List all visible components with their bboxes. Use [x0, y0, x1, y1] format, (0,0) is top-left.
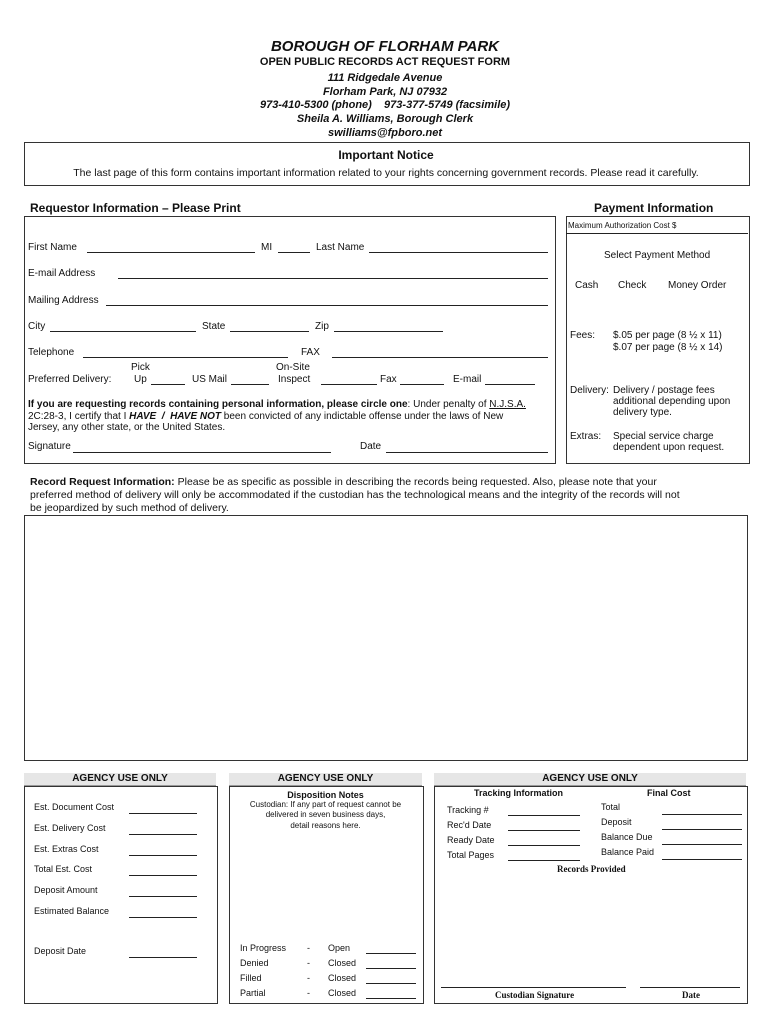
delivery-line2: additional depending upon — [613, 396, 731, 407]
final-cost-label: Deposit — [601, 817, 632, 827]
state-label: State — [202, 321, 226, 332]
status-field[interactable] — [366, 953, 416, 954]
last-name-label: Last Name — [316, 242, 365, 253]
record-request-textarea[interactable] — [24, 515, 748, 761]
certify-line3: Jersey, any other state, or the United States. — [28, 422, 226, 433]
record-request-text1: Please be as specific as possible in describing the records being requested. Also, please note that your — [174, 476, 657, 488]
first-name-label: First Name — [28, 242, 77, 253]
status-right-label: Closed — [328, 958, 357, 968]
status-field[interactable] — [366, 983, 416, 984]
agency-cost-label: Deposit Date — [34, 946, 87, 956]
tracking-field[interactable] — [508, 830, 580, 831]
status-right-label: Closed — [328, 973, 357, 983]
record-request-line2: preferred method of delivery will only be accommodated if the custodian has the technological means and the integrity of the records will not — [30, 489, 680, 501]
address-line1: 111 Ridgedale Avenue — [327, 72, 443, 84]
records-provided-label: Records Provided — [557, 864, 626, 874]
preferred-delivery-label: Preferred Delivery: — [28, 374, 112, 385]
custodian-signature-field[interactable] — [441, 987, 626, 988]
disposition-notes-title: Disposition Notes — [287, 790, 364, 800]
payment-heading: Payment Information — [594, 201, 714, 215]
disposition-notes-line1: Custodian: If any part of request cannot be — [249, 800, 402, 809]
fax-label: FAX — [301, 347, 320, 358]
notice-title: Important Notice — [338, 148, 434, 162]
inspect-label: Inspect — [278, 374, 311, 385]
requestor-heading: Requestor Information – Please Print — [30, 201, 241, 215]
mi-label: MI — [261, 242, 273, 253]
state-field[interactable] — [230, 331, 309, 332]
agency-cost-field[interactable] — [129, 917, 197, 918]
status-dash: - — [307, 943, 310, 953]
agency-cost-field[interactable] — [129, 957, 197, 958]
final-cost-field[interactable] — [662, 829, 742, 830]
email-option-field[interactable] — [485, 384, 535, 385]
status-dash: - — [307, 973, 310, 983]
last-name-field[interactable] — [369, 252, 548, 253]
tracking-label: Total Pages — [447, 850, 495, 860]
record-request-line3: be jeopardized by such method of delivery. — [30, 502, 229, 514]
telephone-label: Telephone — [28, 347, 75, 358]
fax-option-field[interactable] — [400, 384, 444, 385]
pickup-field[interactable] — [151, 384, 185, 385]
have-have-not-option[interactable]: HAVE / HAVE NOT — [129, 411, 222, 422]
status-dash: - — [307, 958, 310, 968]
signature-label: Signature — [28, 441, 71, 452]
agency-cost-label: Estimated Balance — [34, 906, 110, 916]
final-cost-field[interactable] — [662, 844, 742, 845]
max-auth-cost-field[interactable] — [566, 233, 748, 234]
final-cost-title: Final Cost — [647, 788, 691, 798]
status-left-label: Partial — [240, 988, 266, 998]
date-field[interactable] — [386, 452, 548, 453]
pick-label: Pick — [131, 362, 150, 373]
inspect-field[interactable] — [321, 384, 377, 385]
tracking-field[interactable] — [508, 860, 580, 861]
extras-label: Extras: — [570, 431, 602, 442]
disposition-notes-line2: delivered in seven business days, — [265, 810, 386, 819]
notice-text: The last page of this form contains important information related to your rights concerning government records. Please read it carefully. — [73, 167, 699, 179]
custodian-date-field[interactable] — [640, 987, 740, 988]
agency-heading-tracking: AGENCY USE ONLY — [434, 773, 746, 786]
first-name-field[interactable] — [87, 252, 255, 253]
fee-letter: $.05 per page (8 ½ x 11) — [613, 330, 722, 341]
delivery-label: Delivery: — [570, 385, 609, 396]
statute-link: N.J.S.A. — [489, 399, 526, 410]
delivery-line3: delivery type. — [613, 407, 672, 418]
personal-info-bold: If you are requesting records containing personal information, please circle one — [28, 399, 408, 410]
agency-cost-label: Est. Document Cost — [34, 802, 115, 812]
record-request-heading: Record Request Information: — [30, 476, 175, 488]
status-right-label: Closed — [328, 988, 357, 998]
extras-line1: Special service charge — [613, 431, 714, 442]
clerk-line: Sheila A. Williams, Borough Clerk — [296, 113, 474, 125]
certify-line2 — [28, 411, 548, 422]
personal-info-line1 — [28, 399, 548, 410]
payment-money-order-option[interactable]: Money Order — [668, 280, 727, 291]
us-mail-field[interactable] — [231, 384, 269, 385]
custodian-signature-label: Custodian Signature — [495, 990, 575, 1000]
mailing-address-field[interactable] — [106, 305, 548, 306]
zip-label: Zip — [315, 321, 329, 332]
max-auth-cost-label: Maximum Authorization Cost $ — [568, 221, 677, 230]
email-option-label: E-mail — [453, 374, 482, 385]
fax-field[interactable] — [332, 357, 548, 358]
status-left-label: In Progress — [240, 943, 287, 953]
agency-heading-disposition: AGENCY USE ONLY — [229, 773, 422, 786]
delivery-line1: Delivery / postage fees — [613, 385, 715, 396]
email-label: E-mail Address — [28, 268, 96, 279]
status-left-label: Denied — [240, 958, 269, 968]
zip-field[interactable] — [334, 331, 443, 332]
status-right-label: Open — [328, 943, 351, 953]
final-cost-label: Total — [601, 802, 621, 812]
tracking-info-title: Tracking Information — [474, 788, 564, 798]
telephone-field[interactable] — [83, 357, 288, 358]
fee-legal: $.07 per page (8 ½ x 14) — [613, 342, 723, 353]
payment-check-option[interactable]: Check — [618, 280, 647, 291]
final-cost-field[interactable] — [662, 859, 742, 860]
us-mail-label: US Mail — [192, 374, 228, 385]
onsite-label: On-Site — [276, 362, 310, 373]
tracking-label: Rec'd Date — [447, 820, 492, 830]
certify-text-a: 2C:28-3, I certify that I — [28, 411, 130, 422]
agency-cost-label: Deposit Amount — [34, 885, 98, 895]
status-field[interactable] — [366, 968, 416, 969]
agency-cost-label: Total Est. Cost — [34, 864, 93, 874]
city-label: City — [28, 321, 46, 332]
payment-cash-option[interactable]: Cash — [575, 280, 599, 291]
mi-field[interactable] — [278, 252, 310, 253]
pickup-up-label: Up — [134, 374, 147, 385]
email-line: swilliams@fpboro.net — [327, 127, 443, 139]
agency-cost-field[interactable] — [129, 855, 197, 856]
custodian-date-label: Date — [682, 990, 700, 1000]
fees-label: Fees: — [570, 330, 596, 341]
disposition-notes-line3: detail reasons here. — [290, 821, 361, 830]
agency-costs-box — [24, 786, 218, 1004]
agency-heading-costs: AGENCY USE ONLY — [24, 773, 216, 786]
address-line2: Florham Park, NJ 07932 — [322, 86, 448, 98]
mailing-address-label: Mailing Address — [28, 295, 99, 306]
tracking-field[interactable] — [508, 815, 580, 816]
agency-cost-field[interactable] — [129, 875, 197, 876]
agency-tracking-box — [434, 786, 748, 1004]
certify-text-b: been convicted of any indictable offense under the laws of New — [221, 411, 504, 422]
city-field[interactable] — [50, 331, 196, 332]
status-dash: - — [307, 988, 310, 998]
extras-line2: dependent upon request. — [613, 442, 725, 453]
agency-cost-label: Est. Delivery Cost — [34, 823, 106, 833]
fax-option-label: Fax — [380, 374, 397, 385]
personal-info-rest: : Under penalty of — [407, 399, 490, 410]
signature-field[interactable] — [73, 452, 331, 453]
agency-cost-field[interactable] — [129, 813, 197, 814]
phone-line: 973-410-5300 (phone) 973-377-5749 (facsimile) — [259, 99, 511, 111]
form-title: OPEN PUBLIC RECORDS ACT REQUEST FORM — [259, 56, 511, 68]
final-cost-label: Balance Paid — [601, 847, 655, 857]
tracking-field[interactable] — [508, 845, 580, 846]
agency-cost-label: Est. Extras Cost — [34, 844, 99, 854]
status-left-label: Filled — [240, 973, 262, 983]
final-cost-field[interactable] — [662, 814, 742, 815]
page-title: BOROUGH OF FLORHAM PARK — [270, 38, 500, 55]
tracking-label: Ready Date — [447, 835, 495, 845]
agency-cost-field[interactable] — [129, 834, 197, 835]
final-cost-label: Balance Due — [601, 832, 653, 842]
email-field[interactable] — [118, 278, 548, 279]
select-payment-label: Select Payment Method — [604, 250, 711, 261]
date-label: Date — [360, 441, 382, 452]
agency-cost-field[interactable] — [129, 896, 197, 897]
record-request-line1 — [30, 476, 657, 488]
tracking-label: Tracking # — [447, 805, 489, 815]
status-field[interactable] — [366, 998, 416, 999]
